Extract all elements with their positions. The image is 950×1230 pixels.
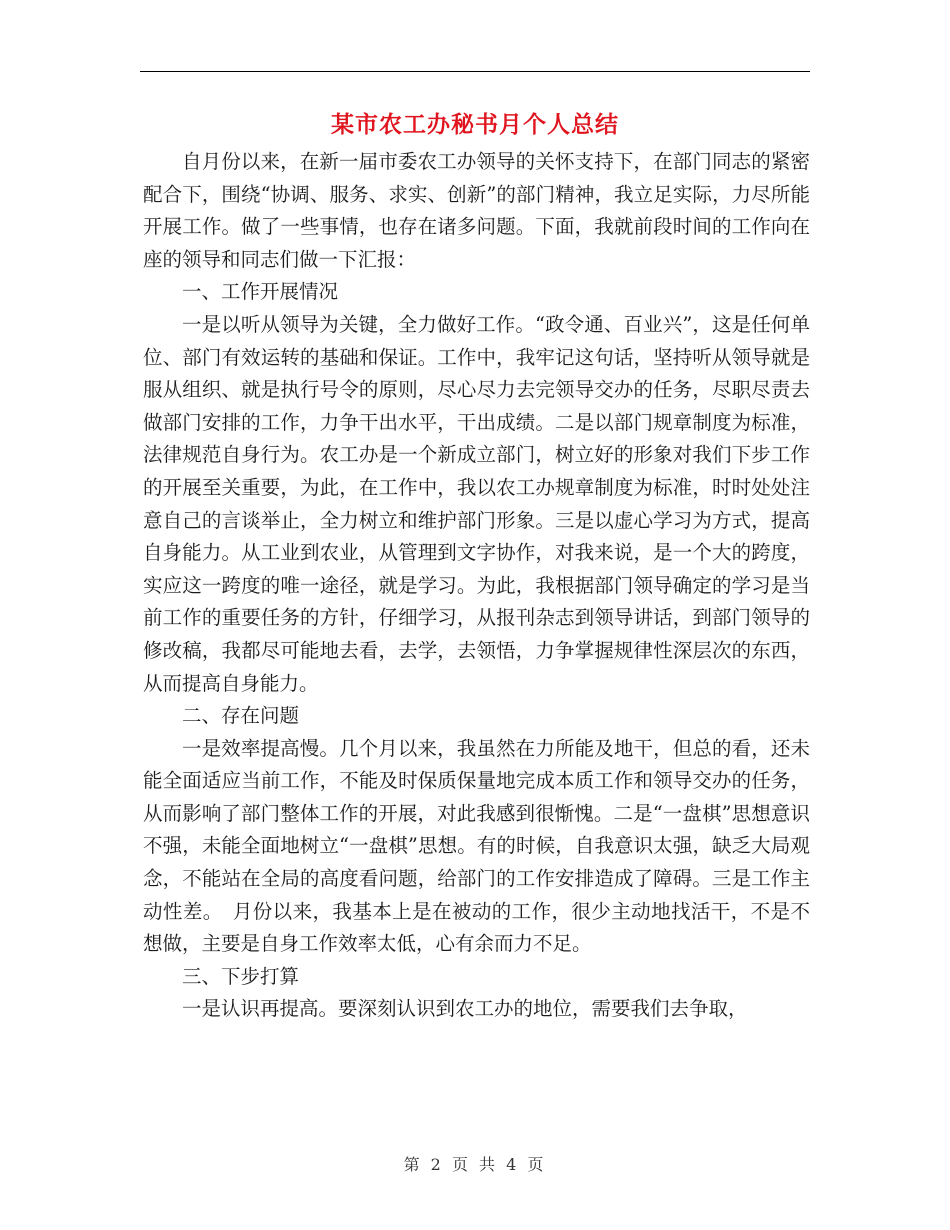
paragraph-plans: 一是认识再提高。要深刻认识到农工办的地位，需要我们去争取， <box>182 997 748 1021</box>
document-body <box>143 146 810 1026</box>
paragraph-work: 一是以听从领导为关键，全力做好工作。“政令通、百业兴”，这是任何单位、部门有效运转的基础和保证。工作中，我牢记这句话，坚持听从领导就是服从组织、就是执行号令的原则，尽心尽力去完领导交办的任务，尽职尽责去做部门安排的工作，力争干出水平，干出成绩。二是以部门规章制度为标准，法律规范自身行为。农工办是一个新成立部门，树立好的形象对我们下步工作的开展至关重要，为此，在工作中，我以农工办规章制度为标准，时时处处注意自己的言谈举止，全力树立和维护部门形象。三是以虚心学习为方式，提高自身能力。从工业到农业，从管理到文字协作，对我来说，是一个大的跨度，实应这一跨度的唯一途径，就是学习。为此，我根据部门领导确定的学习是当前工作的重要任务的方针，仔细学习，从报刊杂志到领导讲话，到部门领导的修改稿，我都尽可能地去看，去学，去领悟，力争掌握规律性深层次的东西，从而提高自身能力。 <box>143 312 810 695</box>
paragraph-intro: 自月份以来，在新一届市委农工办领导的关怀支持下，在部门同志的紧密配合下，围绕“协调、服务、求实、创新”的部门精神，我立足实际，力尽所能开展工作。做了一些事情，也存在诸多问题。下面，我就前段时间的工作向在座的领导和同志们做一下汇报： <box>143 150 810 271</box>
header-rule <box>140 71 810 72</box>
section-heading-problems: 二、存在问题 <box>182 704 300 728</box>
paragraph-problems: 一是效率提高慢。几个月以来，我虽然在力所能及地干，但总的看，还未能全面适应当前工作，不能及时保质保量地完成本质工作和领导交办的任务，从而影响了部门整体工作的开展，对此我感到很惭愧。二是“一盘棋”思想意识不强，未能全面地树立“一盘棋”思想。有的时候，自我意识太强，缺乏大局观念，不能站在全局的高度看问题，给部门的工作安排造成了障碍。三是工作主动性差。 月份以来，我基本上是在被动的工作，很少主动地找活干，不是不想做，主要是自身工作效率太低，心有余而力不足。 <box>143 736 810 956</box>
section-heading-plans: 三、下步打算 <box>182 964 300 988</box>
document-title: 某市农工办秘书月个人总结 <box>331 111 619 138</box>
section-heading-work: 一、工作开展情况 <box>182 280 339 304</box>
page-number: 第 2 页 共 4 页 <box>403 1155 547 1174</box>
